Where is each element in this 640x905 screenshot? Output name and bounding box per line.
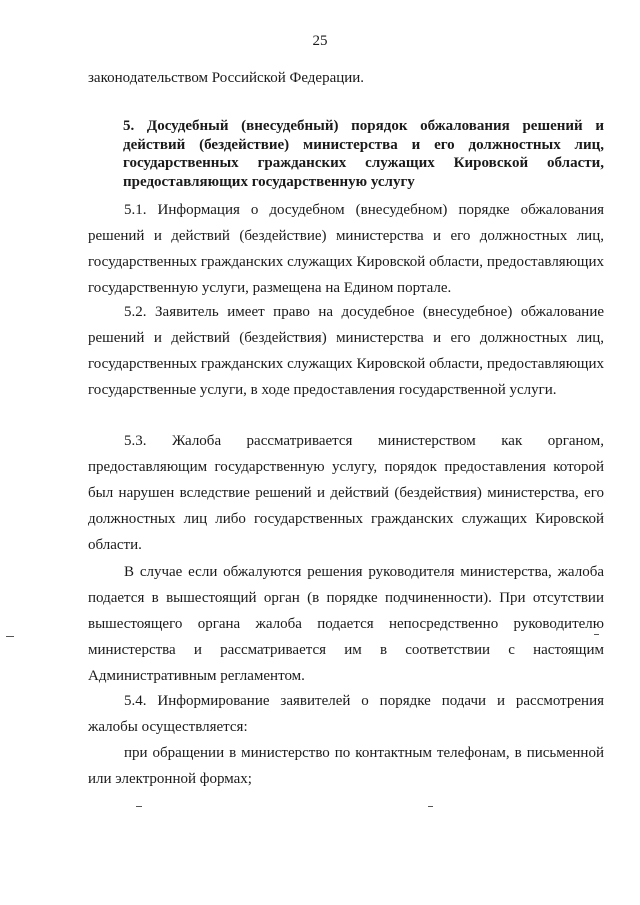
intro-line: законодательством Российской Федерации. [88,70,365,86]
paragraph-5-1: 5.1. Информация о досудебном (внесудебном) порядке обжалования решений и действий (бездействие) министерства и его должностных лиц, государственных гражданских служащих Кировской области, предоставляющих государственную услуги, размещена на Едином портале. [88,202,604,296]
scan-speck [136,806,142,807]
paragraph-contact-methods: при обращении в министерство по контактным телефонам, в письменной или электронной формах; [88,745,604,787]
paragraph-5-3: 5.3. Жалоба рассматривается министерством как органом, предоставляющим государственную услугу, порядок предоставления которой был нарушен вследствие решений и действий (бездействия) министерства, его должностных лиц либо государственных гражданских служащих Кировской области. [88,433,604,553]
section-title: Досудебный (внесудебный) порядок обжалования решений и действий (бездействие) министерства и его должностных лиц, государственных гражданских служащих Кировской области, предоставляющих государственную услугу [123,118,604,190]
paragraph-5-4: 5.4. Информирование заявителей о порядке подачи и рассмотрения жалобы осуществляется: [88,693,604,735]
section-number: 5. [123,118,135,134]
section-heading [123,117,604,191]
scan-speck [428,806,433,807]
paragraph-5-2: 5.2. Заявитель имеет право на досудебное (внесудебное) обжалование решений и действий (бездействия) министерства и его должностных лиц, государственных гражданских служащих Кировской области, предоставляющих государственные услуги, в ходе предоставления государственной услуги. [88,304,604,398]
page-number: 25 [312,33,328,49]
scan-speck [6,636,14,637]
scan-speck [594,634,599,635]
paragraph-appeal-head: В случае если обжалуются решения руководителя министерства, жалоба подается в вышестоящий орган (в порядке подчиненности). При отсутствии вышестоящего органа жалоба подается непосредственно руководителю министерства и рассматривается им в соответствии с настоящим Административным регламентом. [88,564,604,684]
